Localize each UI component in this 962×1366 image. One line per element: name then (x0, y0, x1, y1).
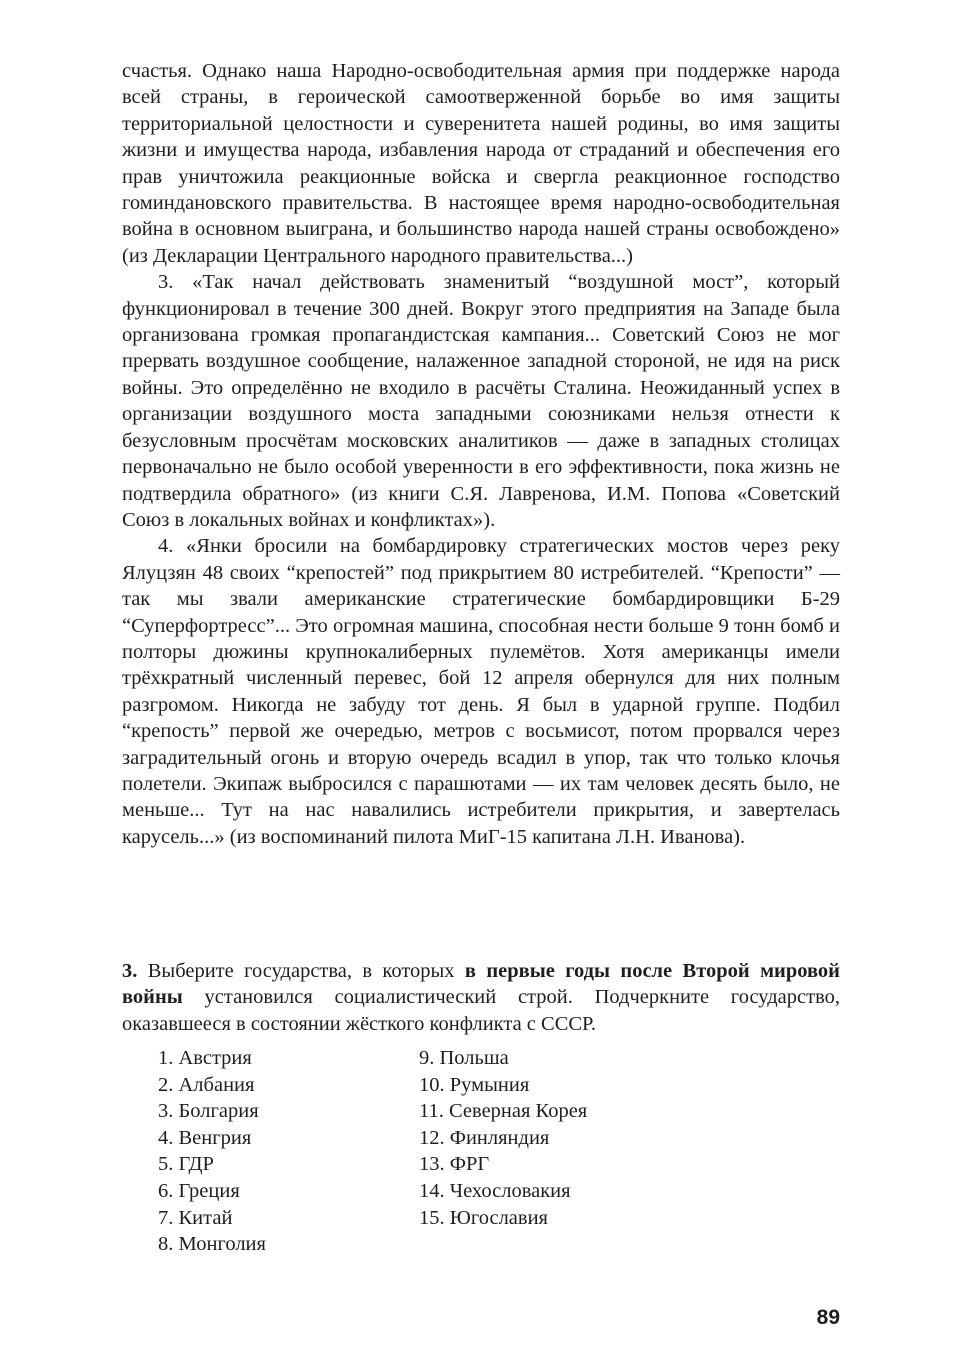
country-option: 5. ГДР (158, 1153, 214, 1176)
country-option: 4. Венгрия (158, 1126, 252, 1149)
country-option: 6. Греция (158, 1179, 240, 1202)
task-intro: Выберите государства, в которых (137, 960, 465, 982)
country-options-left (158, 1045, 408, 1258)
country-option: 10. Румыния (419, 1073, 530, 1096)
country-option: 15. Югославия (419, 1206, 548, 1229)
task-rest: установился социалистический строй. Подчеркните государство, оказавшееся в состоянии жёсткого конфликта с СССР. (122, 986, 840, 1035)
excerpt-3-airlift: 3. «Так начал действовать знаменитый “воздушной мост”, который функционировал в течение 300 дней. Вокруг этого предприятия на Западе была организована громкая пропагандистская кампания... Советский Союз не мог прервать воздушное сообщение, налаженное западной стороной, не идя на риск войны. Это определённо не входило в расчёты Сталина. Неожиданный успех в организации воздушного моста западными союзниками нельзя отнести к безусловным просчётам московских аналитиков — даже в западных столицах первоначально не было особой уверенности в его эффективности, пока жизнь не подтвердила обратного» (из книги С.Я. Лавренова, И.М. Попова «Советский Союз в локальных войнах и конфликтах»). (122, 271, 840, 531)
source-excerpts (122, 58, 840, 850)
page-number: 89 (816, 1306, 840, 1329)
country-option: 12. Финляндия (419, 1126, 550, 1149)
country-option: 3. Болгария (158, 1100, 259, 1123)
country-option: 2. Албания (158, 1073, 255, 1096)
country-option: 7. Китай (158, 1206, 233, 1229)
task-3 (122, 958, 840, 1037)
country-option: 9. Польша (419, 1047, 509, 1069)
task-number: 3. (122, 960, 138, 982)
excerpt-4-pilot-memoir: 4. «Янки бросили на бомбардировку стратегических мостов через реку Ялуцзян 48 своих “крепостей” под прикрытием 80 истребителей. “Крепости” — так мы звали американские стратегические бомбардировщики Б-29 “Суперфортресс”... Это огромная машина, способная нести больше 9 тонн бомб и полторы дюжины крупнокалиберных пулемётов. Хотя американцы имели трёхкратный численный перевес, бой 12 апреля обернулся для них полным разгромом. Никогда не забуду тот день. Я был в ударной группе. Подбил “крепость” первой же очередью, метров с восьмисот, потом прорвался через заградительный огонь и вторую очередь всадил в упор, так что только клочья полетели. Экипаж выбросился с парашютами — их там человек десять было, не меньше... Тут на нас навалились истребители прикрытия, и завертелась карусель...» (из воспоминаний пилота МиГ-15 капитана Л.Н. Иванова). (122, 535, 840, 848)
country-option: 11. Северная Корея (419, 1100, 588, 1123)
task-3-prompt (122, 958, 840, 1037)
country-option: 1. Австрия (158, 1047, 252, 1069)
task-emphasis: в первые годы после Второй мировой войны (122, 960, 840, 1009)
country-option: 13. ФРГ (419, 1153, 490, 1176)
excerpt-declaration-continuation: счастья. Однако наша Народно-освободительная армия при поддержке народа всей страны, в героической самоотверженной борьбе во имя защиты территориальной целостности и суверенитета нашей родины, во имя защиты жизни и имущества народа, избавления народа от страданий и обеспечения его прав уничтожила реакционные войска и свергла реакционное господство гоминдановского правительства. В настоящее время народно-освободительная война в основном выиграна, и большинство народа нашей страны освобождено» (из Декларации Центрального народного правительства...) (122, 60, 840, 267)
country-option: 8. Монголия (158, 1233, 266, 1256)
country-options-right (419, 1045, 719, 1231)
country-option: 14. Чехословакия (419, 1179, 571, 1202)
